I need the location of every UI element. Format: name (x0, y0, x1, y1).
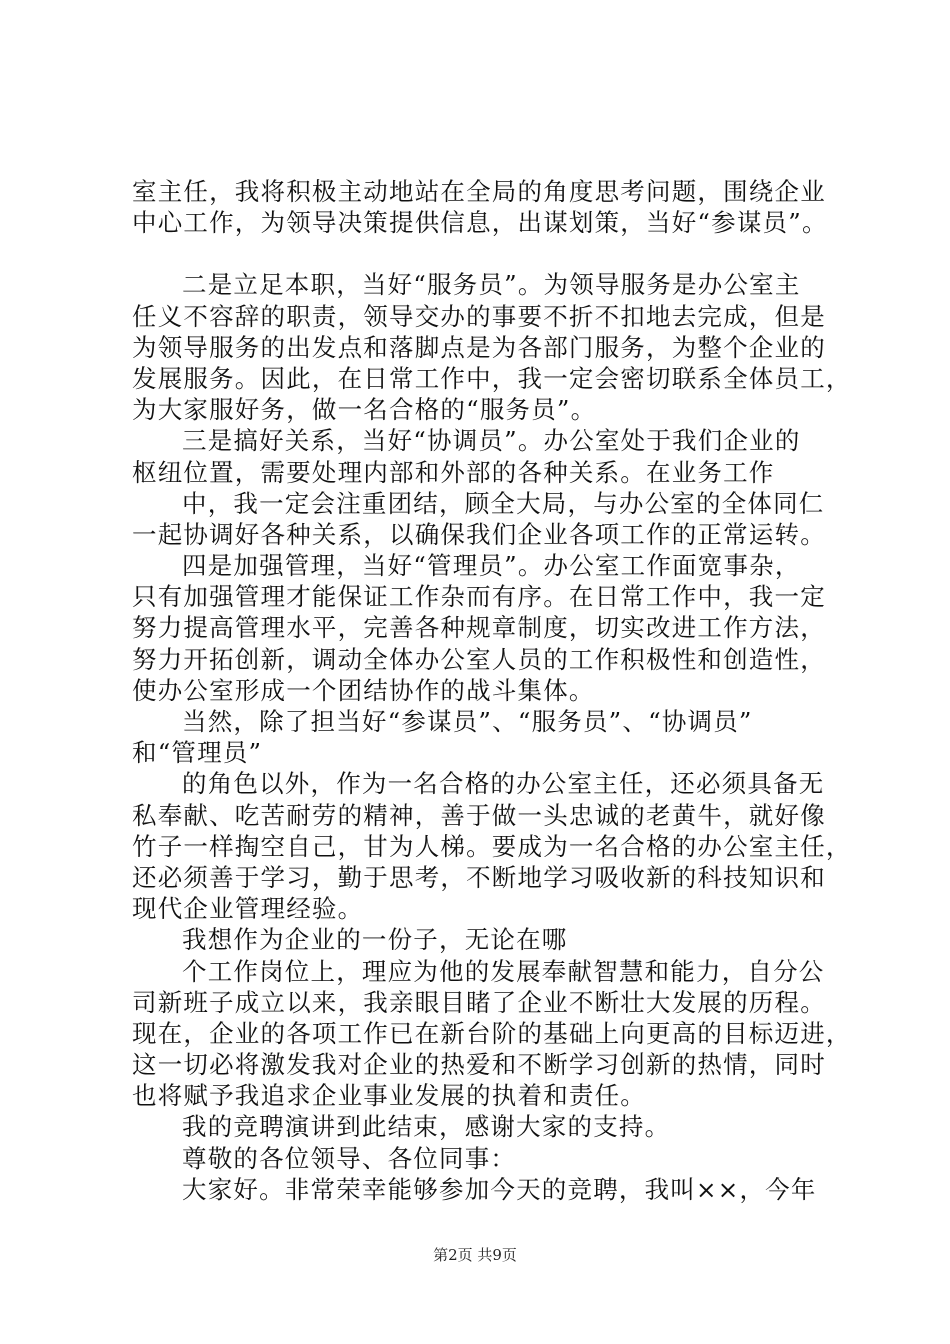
text-line: 努力提高管理水平，完善各种规章制度，切实改进工作方法， (132, 613, 826, 643)
text-line: 努力开拓创新，调动全体办公室人员的工作积极性和创造性， (132, 644, 826, 674)
text-line: 使办公室形成一个团结协作的战斗集体。 (132, 675, 595, 705)
text-line: 私奉献、吃苦耐劳的精神，善于做一头忠诚的老黄牛，就好像 (132, 800, 826, 830)
text-line: 三是搞好关系，当好“协调员”。办公室处于我们企业的 (182, 426, 801, 456)
text-line: 只有加强管理才能保证工作杂而有序。在日常工作中，我一定 (132, 582, 826, 612)
text-line: 也将赋予我追求企业事业发展的执着和责任。 (132, 1081, 646, 1111)
text-line: 当然，除了担当好“参谋员”、“服务员”、“协调员” (182, 707, 753, 736)
text-line: 四是加强管理，当好“管理员”。办公室工作面宽事杂， (182, 551, 801, 581)
text-line: 现代企业管理经验。 (132, 894, 364, 924)
text-line: 二是立足本职，当好“服务员”。为领导服务是办公室主 (182, 270, 801, 300)
text-line: 竹子一样掏空自己，甘为人梯。要成为一名合格的办公室主任， (132, 831, 852, 861)
text-line: 我的竞聘演讲到此结束，感谢大家的支持。 (182, 1112, 671, 1142)
text-line: 为领导服务的出发点和落脚点是为各部门服务，为整个企业的 (132, 332, 826, 362)
document-body (132, 176, 852, 1205)
text-line: 尊敬的各位领导、各位同事： (182, 1143, 517, 1173)
text-line: 中心工作，为领导决策提供信息，出谋划策，当好“参谋员”。 (132, 208, 828, 238)
text-line: 任义不容辞的职责，领导交办的事要不折不扣地去完成，但是 (132, 301, 826, 331)
text-line: 和“管理员” (132, 738, 263, 768)
text-line: 的角色以外，作为一名合格的办公室主任，还必须具备无 (182, 769, 825, 799)
text-line: 我想作为企业的一份子，无论在哪 (182, 925, 568, 955)
text-line: 个工作岗位上，理应为他的发展奉献智慧和能力，自分公 (182, 956, 825, 986)
blank-line (132, 238, 852, 269)
text-line: 大家好。非常荣幸能够参加今天的竞聘，我叫××，今年 (182, 1174, 817, 1204)
text-line: 室主任，我将积极主动地站在全局的角度思考问题，围绕企业 (132, 177, 826, 206)
text-line: 为大家服好务，做一名合格的“服务员”。 (132, 395, 597, 425)
text-line: 还必须善于学习，勤于思考，不断地学习吸收新的科技知识和 (132, 862, 826, 892)
text-line: 这一切必将激发我对企业的热爱和不断学习创新的热情，同时 (132, 1050, 826, 1080)
text-line: 一起协调好各种关系，以确保我们企业各项工作的正常运转。 (132, 519, 826, 549)
text-line: 司新班子成立以来，我亲眼目睹了企业不断壮大发展的历程。 (132, 987, 826, 1017)
text-line: 枢纽位置，需要处理内部和外部的各种关系。在业务工作 (132, 457, 775, 487)
page-footer: 第2页 共9页 (433, 1246, 517, 1264)
text-line: 发展服务。因此，在日常工作中，我一定会密切联系全体员工， (132, 363, 852, 393)
text-line: 现在，企业的各项工作已在新台阶的基础上向更高的目标迈进， (132, 1018, 852, 1048)
text-line: 中，我一定会注重团结，顾全大局，与办公室的全体同仁 (182, 488, 825, 518)
